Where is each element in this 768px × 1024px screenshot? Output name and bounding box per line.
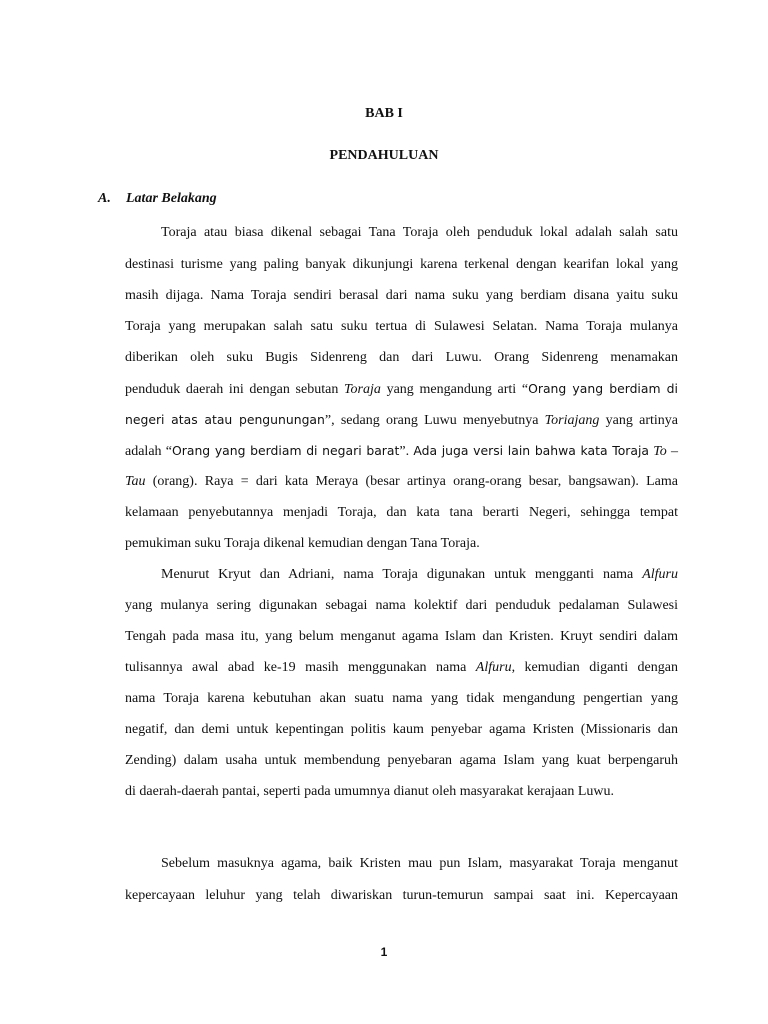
italic-term: Alfuru: [475, 660, 512, 675]
paragraph-line: pemukiman suku Toraja dikenal kemudian dengan Tana Toraja.: [125, 536, 480, 551]
paragraph-line: nama Toraja karena kebutuhan akan suatu nama yang tidak mengandung pengertian yang: [125, 691, 678, 706]
quoted-text: Orang yang berdiam di: [528, 381, 678, 396]
paragraph-line: [125, 659, 678, 677]
text-run: yang artinya: [599, 413, 678, 428]
paragraph-line: Tengah pada masa itu, yang belum menganut agama Islam dan Kristen. Kruyt sendiri dalam: [125, 629, 678, 644]
paragraph-line: Zending) dalam usaha untuk membendung penyebaran agama Islam yang kuat berpengaruh: [125, 753, 678, 768]
paragraph-line: [125, 411, 678, 430]
page-number: 1: [380, 945, 388, 959]
paragraph-line: diberikan oleh suku Bugis Sidenreng dan dari Luwu. Orang Sidenreng menamakan: [125, 350, 678, 365]
paragraph-line: [125, 380, 678, 399]
paragraph-line: yang mulanya sering digunakan sebagai nama kolektif dari penduduk pedalaman Sulawesi: [125, 598, 678, 613]
quoted-text: Orang yang berdiam di negari barat: [172, 443, 400, 458]
paragraph-line: masih dijaga. Nama Toraja sendiri berasal dari nama suku yang berdiam disana yaitu suku: [125, 288, 678, 303]
paragraph-line: Toraja atau biasa dikenal sebagai Tana Toraja oleh penduduk lokal adalah salah satu: [161, 225, 678, 240]
italic-term: To –: [649, 444, 678, 459]
paragraph-line: kepercayaan leluhur yang telah diwariskan turun-temurun sampai saat ini. Kepercayaan: [125, 888, 678, 903]
paragraph-line: kelamaan penyebutannya menjadi Toraja, dan kata tana berarti Negeri, sehingga tempat: [125, 505, 678, 520]
text-run: , kemudian diganti dengan: [511, 660, 678, 675]
italic-term: Toraja: [344, 382, 381, 397]
text-run: ”, sedang orang Luwu menyebutnya: [324, 413, 545, 428]
text-run: (orang). Raya = dari kata Meraya (besar artinya orang-orang besar, bangsawan). Lama: [145, 474, 678, 489]
paragraph-line: [125, 442, 678, 461]
quoted-text: negeri atas atau pengunungan: [125, 412, 325, 427]
text-run: tulisannya awal abad ke-19 masih menggunakan nama: [125, 660, 476, 675]
text-run: ”.: [399, 444, 414, 459]
italic-term: Toriajang: [544, 413, 600, 428]
section-heading: [98, 191, 217, 207]
paragraph-line: destinasi turisme yang paling banyak dikunjungi karena terkenal dengan kearifan lokal yang: [125, 257, 678, 272]
text-run: adalah “: [125, 444, 172, 459]
paragraph-line: [125, 473, 678, 491]
text-run: Menurut Kryut dan Adriani, nama Toraja digunakan untuk mengganti nama: [161, 567, 643, 582]
chapter-title: PENDAHULUAN: [329, 148, 439, 163]
section-number: A.: [98, 191, 111, 206]
italic-term: Alfuru: [642, 567, 678, 582]
paragraph-line: Sebelum masuknya agama, baik Kristen mau pun Islam, masyarakat Toraja menganut: [161, 856, 678, 871]
paragraph-line: negatif, dan demi untuk kepentingan politis kaum penyebar agama Kristen (Missionaris dan: [125, 722, 678, 737]
paragraph-line: di daerah-daerah pantai, seperti pada umumnya dianut oleh masyarakat kerajaan Luwu.: [125, 784, 615, 799]
sans-text-run: Ada juga versi lain bahwa kata Toraja: [413, 443, 649, 458]
italic-term: Tau: [125, 474, 146, 489]
text-run: penduduk daerah ini dengan sebutan: [125, 382, 345, 397]
text-run: yang mengandung arti “: [380, 382, 529, 397]
paragraph-line: Toraja yang merupakan salah satu suku tertua di Sulawesi Selatan. Nama Toraja mulanya: [125, 319, 678, 334]
section-title: Latar Belakang: [126, 191, 217, 206]
chapter-heading: BAB I: [365, 106, 403, 121]
paragraph-line: [161, 566, 678, 584]
